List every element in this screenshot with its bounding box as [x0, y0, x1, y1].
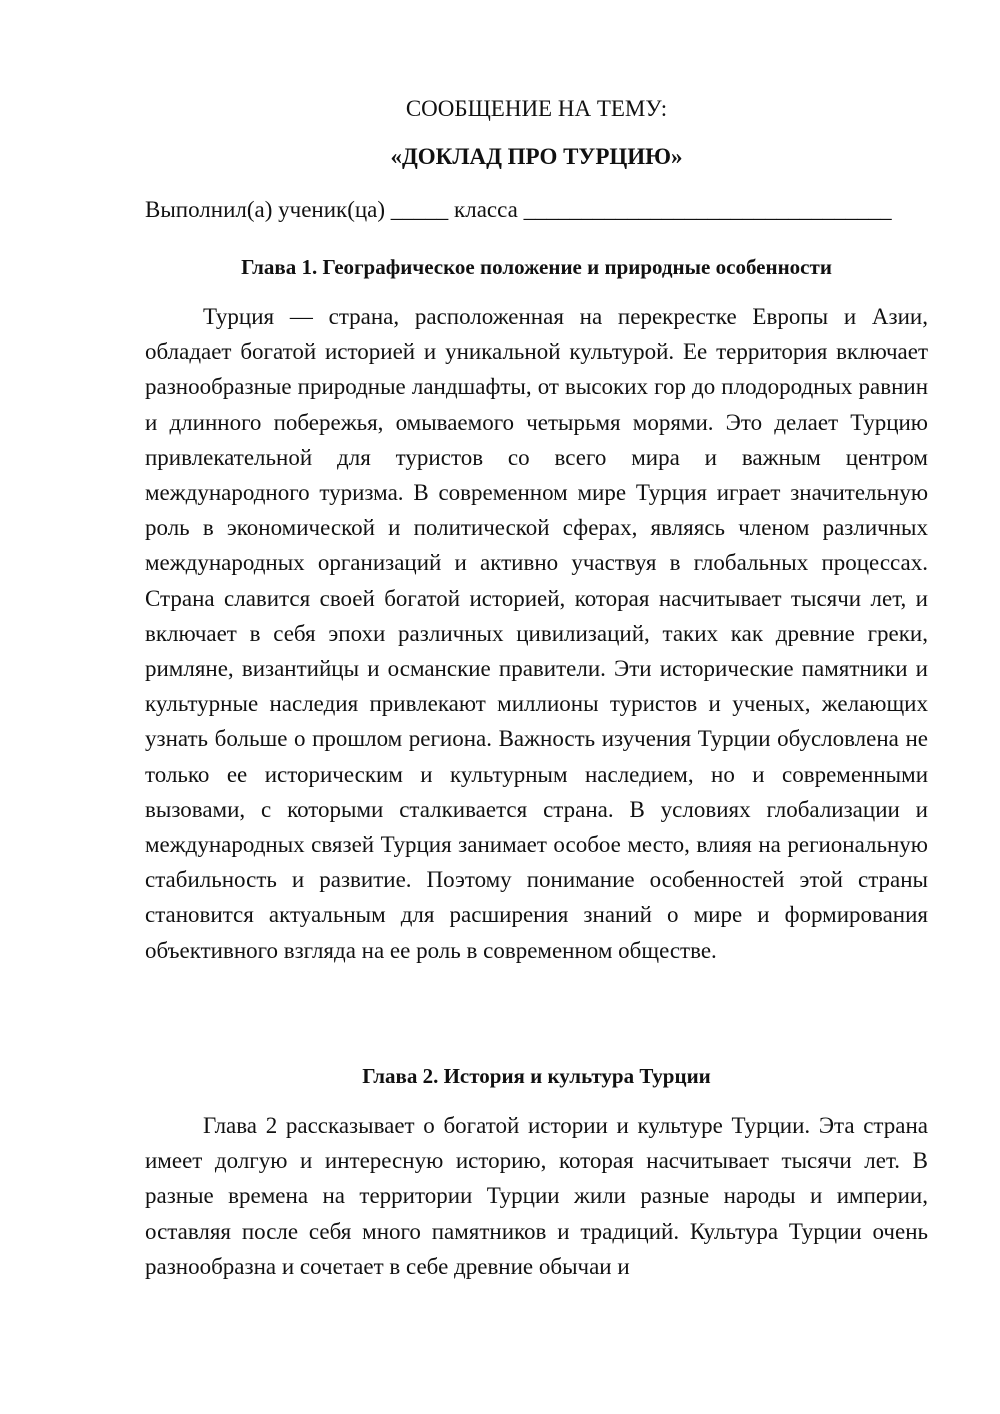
chapter-1-paragraph: Турция — страна, расположенная на перекрестке Европы и Азии, обладает богатой историей и уникальной культурой. Ее территория включает разнообразные природные ландшафты, от высоких гор до плодородных равнин и длинного побережья, омываемого четырьмя морями. Это делает Турцию привлекательной для туристов со всего мира и важным центром международного туризма. В современном мире Турция играет значительную роль в экономической и политической сферах, являясь членом различных международных организаций и активно участвуя в глобальных процессах. Страна славится своей богатой историей, которая насчитывает тысячи лет, и включает в себя эпохи различных цивилизаций, таких как древние греки, римляне, византийцы и османские правители. Эти исторические памятники и культурные наследия привлекают миллионы туристов и ученых, желающих узнать больше о прошлом региона. Важность изучения Турции обусловлена не только ее историческим и культурным наследием, но и современными вызовами, с которыми сталкивается страна. В условиях глобализации и международных связей Турция занимает особое место, влияя на региональную стабильность и развитие. Поэтому понимание особенностей этой страны становится актуальным для расширения знаний о мире и формирования объективного взгляда на ее роль в современном обществе. — [145, 304, 928, 963]
chapter-2-paragraph: Глава 2 рассказывает о богатой истории и культуре Турции. Эта страна имеет долгую и интересную историю, которая насчитывает тысячи лет. В разные времена на территории Турции жили разные народы и империи, оставляя после себя много памятников и традиций. Культура Турции очень разнообразна и сочетает в себе древние обычаи и — [145, 1113, 928, 1279]
author-line: Выполнил(а) ученик(ца) _____ класса ________________________________ — [145, 197, 892, 222]
document-title-line2: «ДОКЛАД ПРО ТУРЦИЮ» — [390, 144, 683, 169]
chapter-1-heading: Глава 1. Географическое положение и природные особенности — [241, 255, 832, 279]
document-title-line1: СООБЩЕНИЕ НА ТЕМУ: — [405, 96, 668, 121]
chapter-2-heading: Глава 2. История и культура Турции — [362, 1064, 711, 1088]
